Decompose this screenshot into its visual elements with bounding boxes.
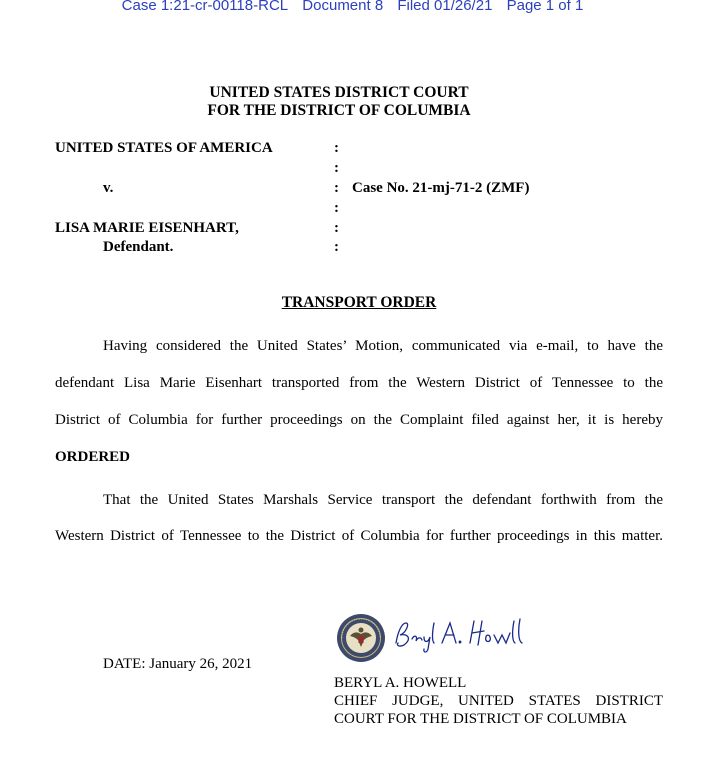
caption-colon: :	[334, 180, 339, 196]
caption-colon: :	[334, 200, 339, 216]
caption-versus: v.	[103, 180, 114, 196]
ordered-label: ORDERED	[55, 449, 131, 465]
caption-defendant-name: LISA MARIE EISENHART,	[55, 220, 239, 236]
para2-line: That the United States Marshals Service transport the defendant forthwith from the	[103, 492, 663, 508]
stamp-page: Page 1 of 1	[506, 0, 584, 14]
caption-colon: :	[334, 160, 339, 176]
filing-stamp	[0, 0, 705, 14]
judge-title-line1: CHIEF JUDGE, UNITED STATES DISTRICT	[334, 693, 663, 709]
para2-line: Western District of Tennessee to the District of Columbia for further proceedings in this matter.	[55, 528, 663, 544]
caption-defendant-role: Defendant.	[103, 239, 174, 255]
caption-colon: :	[334, 140, 339, 156]
stamp-document: Document 8	[302, 0, 384, 14]
stamp-case: Case 1:21-cr-00118-RCL	[121, 0, 289, 14]
court-heading-line1: UNITED STATES DISTRICT COURT	[209, 84, 469, 101]
judge-name: BERYL A. HOWELL	[334, 675, 467, 691]
caption-case-number: Case No. 21-mj-71-2 (ZMF)	[352, 180, 530, 196]
para1-line: defendant Lisa Marie Eisenhart transported from the Western District of Tennessee to the	[55, 375, 663, 391]
stamp-filed: Filed 01/26/21	[397, 0, 493, 14]
caption-colon: :	[334, 239, 339, 255]
order-title: TRANSPORT ORDER	[281, 294, 437, 311]
judge-title-line2: COURT FOR THE DISTRICT OF COLUMBIA	[334, 711, 627, 727]
caption-plaintiff: UNITED STATES OF AMERICA	[55, 140, 273, 156]
court-heading-line2: FOR THE DISTRICT OF COLUMBIA	[207, 102, 471, 119]
judge-signature	[388, 613, 528, 657]
para1-line: Having considered the United States’ Motion, communicated via e-mail, to have the	[103, 338, 663, 354]
order-date: DATE: January 26, 2021	[103, 656, 253, 672]
para1-line: District of Columbia for further proceedings on the Complaint filed against her, it is hereby	[55, 412, 663, 428]
court-seal-icon	[336, 613, 386, 663]
caption-colon: :	[334, 220, 339, 236]
